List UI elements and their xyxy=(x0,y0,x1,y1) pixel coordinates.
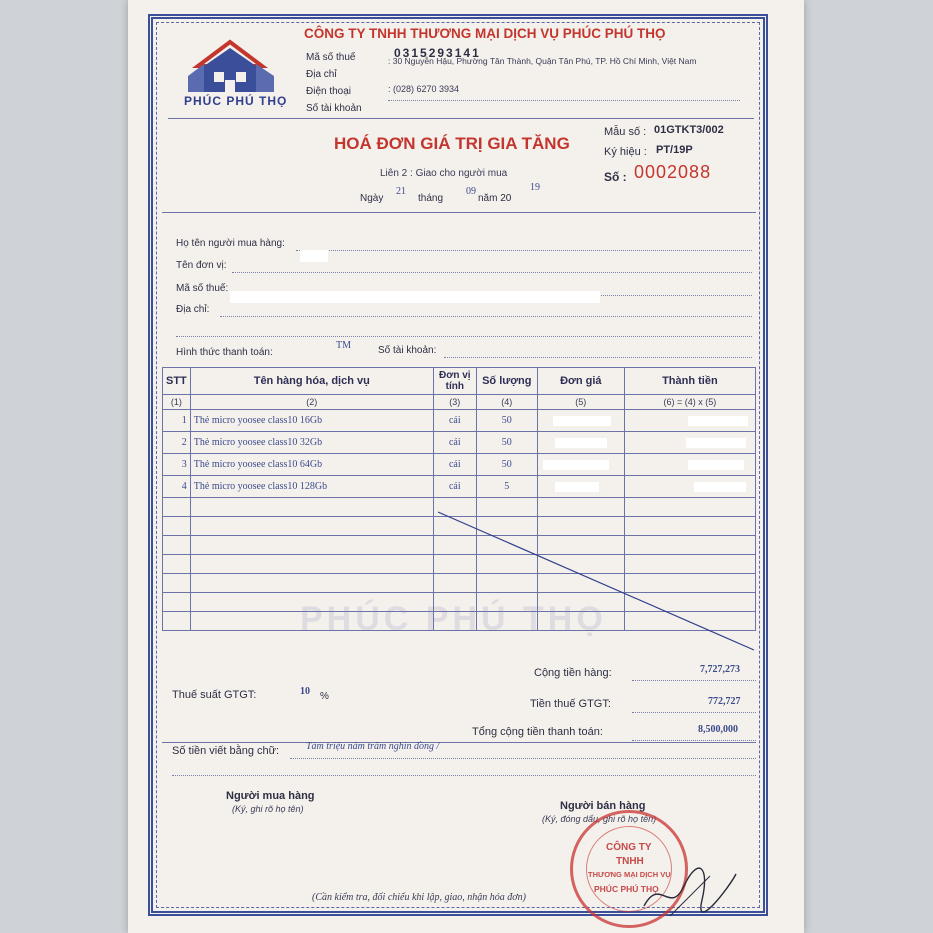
vat-rate-label: Thuế suất GTGT: xyxy=(172,689,257,701)
company-tax-label: Mã số thuế xyxy=(306,52,356,63)
date-prefix: Ngày xyxy=(360,193,384,204)
table-row xyxy=(163,454,756,476)
table-row xyxy=(163,432,756,454)
invoice-title: HOÁ ĐƠN GIÁ TRỊ GIA TĂNG xyxy=(334,134,570,153)
table-row xyxy=(163,410,756,432)
symbol-label: Ký hiệu : xyxy=(604,146,647,158)
redacted-price xyxy=(555,438,607,448)
vat-rate-unit: % xyxy=(320,691,329,702)
row-qty: 5 xyxy=(476,476,537,498)
form-value: 01GTKT3/002 xyxy=(654,124,724,136)
company-logo xyxy=(178,36,288,112)
logo-watermark: PHÚC PHÚ THỌ xyxy=(300,600,607,638)
redacted-price xyxy=(543,460,609,470)
row-price xyxy=(537,432,624,454)
company-tax-code: 0315293141 xyxy=(394,46,481,60)
payment-label: Hình thức thanh toán: xyxy=(176,347,273,358)
buyer-unit-label: Tên đơn vị: xyxy=(176,260,227,271)
total-value: 8,500,000 xyxy=(698,724,738,735)
row-unit: cái xyxy=(433,410,476,432)
date-year-label: năm 20 xyxy=(478,193,512,204)
table-header-row xyxy=(163,368,756,395)
company-phone-label: Điện thoại xyxy=(306,86,352,97)
row-amount xyxy=(624,432,755,454)
redacted-amount xyxy=(688,460,744,470)
date-month-label: tháng xyxy=(418,193,444,204)
house-logo-icon xyxy=(178,36,288,96)
row-amount xyxy=(624,454,755,476)
subtotal-label: Cộng tiền hàng: xyxy=(534,667,612,679)
buyer-signature-title: Người mua hàng xyxy=(226,790,315,802)
footer-note: (Cần kiểm tra, đối chiếu khi lập, giao, nhận hóa đơn) xyxy=(312,892,526,903)
row-name: Thẻ micro yoosee class10 128Gb xyxy=(190,476,433,498)
logo-text: PHÚC PHÚ THỌ xyxy=(184,94,288,108)
amount-words-value: Tám triệu năm trăm nghìn đồng / xyxy=(306,741,440,752)
col-header-stt: STT xyxy=(163,368,191,395)
redacted-price xyxy=(553,416,611,426)
total-label: Tổng cộng tiền thanh toán: xyxy=(472,726,603,738)
row-qty: 50 xyxy=(476,454,537,476)
row-amount xyxy=(624,476,755,498)
buyer-address-label: Địa chỉ: xyxy=(176,304,210,315)
form-label: Mẫu số : xyxy=(604,126,647,138)
row-stt: 1 xyxy=(163,410,191,432)
seller-signature-scribble xyxy=(640,856,740,922)
company-phone: : (028) 6270 3934 xyxy=(388,84,460,94)
stamp-line-2: TNHH xyxy=(616,856,644,867)
amount-words-label: Số tiền viết bằng chữ: xyxy=(172,745,280,757)
row-stt: 2 xyxy=(163,432,191,454)
row-name: Thẻ micro yoosee class10 64Gb xyxy=(190,454,433,476)
row-price xyxy=(537,476,624,498)
col-header-qty: Số lượng xyxy=(476,368,537,395)
row-price xyxy=(537,454,624,476)
row-qty: 50 xyxy=(476,432,537,454)
row-name: Thẻ micro yoosee class10 16Gb xyxy=(190,410,433,432)
stamp-line-4: PHÚC PHÚ THỌ xyxy=(594,884,659,894)
buyer-tax-label: Mã số thuế: xyxy=(176,283,229,294)
date-day: 21 xyxy=(396,186,406,197)
date-month: 09 xyxy=(466,186,476,197)
buyer-signature-note: (Ký, ghi rõ họ tên) xyxy=(232,804,304,814)
row-name: Thẻ micro yoosee class10 32Gb xyxy=(190,432,433,454)
vat-label: Tiền thuế GTGT: xyxy=(530,698,611,710)
index-cell: (5) xyxy=(537,395,624,410)
row-stt: 4 xyxy=(163,476,191,498)
redacted-buyer-tax xyxy=(230,291,600,303)
redacted-amount xyxy=(694,482,746,492)
table-row xyxy=(163,476,756,498)
row-amount xyxy=(624,410,755,432)
index-cell: (3) xyxy=(433,395,476,410)
col-header-name: Tên hàng hóa, dịch vụ xyxy=(190,368,433,395)
payment-value: TM xyxy=(336,340,351,351)
number-label: Số : xyxy=(604,170,627,184)
index-cell: (1) xyxy=(163,395,191,410)
date-year: 19 xyxy=(530,182,540,193)
subtotal-value: 7,727,273 xyxy=(700,664,740,675)
row-price xyxy=(537,410,624,432)
vat-rate-value: 10 xyxy=(300,686,310,697)
row-qty: 50 xyxy=(476,410,537,432)
stamp-line-3: THƯƠNG MẠI DỊCH VỤ xyxy=(588,870,671,879)
redacted-buyer-name xyxy=(300,250,328,262)
buyer-account-label: Số tài khoản: xyxy=(378,345,437,356)
redacted-price xyxy=(555,482,599,492)
invoice-number: 0002088 xyxy=(634,162,712,182)
company-address-label: Địa chỉ xyxy=(306,69,337,80)
stamp-line-1: CÔNG TY xyxy=(606,842,652,853)
table-index-row xyxy=(163,395,756,410)
index-cell: (6) = (4) x (5) xyxy=(624,395,755,410)
company-address: : 30 Nguyễn Hậu, Phường Tân Thành, Quận Tân Phú, TP. Hồ Chí Minh, Việt Nam xyxy=(388,56,697,66)
row-unit: cái xyxy=(433,432,476,454)
index-cell: (2) xyxy=(190,395,433,410)
redacted-amount xyxy=(688,416,748,426)
company-name: CÔNG TY TNHH THƯƠNG MẠI DỊCH VỤ PHÚC PHÚ THỌ xyxy=(304,26,666,41)
invoice-copy-note: Liên 2 : Giao cho người mua xyxy=(380,168,508,179)
symbol-value: PT/19P xyxy=(656,144,693,156)
seller-signature-note: (Ký, đóng dấu, ghi rõ họ tên) xyxy=(542,814,657,824)
col-header-unit: Đơn vị tính xyxy=(433,368,476,395)
company-account-label: Số tài khoản xyxy=(306,103,362,114)
row-stt: 3 xyxy=(163,454,191,476)
vat-value: 772,727 xyxy=(708,696,741,707)
row-unit: cái xyxy=(433,454,476,476)
row-unit: cái xyxy=(433,476,476,498)
col-header-amount: Thành tiền xyxy=(624,368,755,395)
col-header-price: Đơn giá xyxy=(537,368,624,395)
seller-signature-title: Người bán hàng xyxy=(560,800,646,812)
buyer-name-label: Họ tên người mua hàng: xyxy=(176,238,285,249)
index-cell: (4) xyxy=(476,395,537,410)
redacted-amount xyxy=(686,438,746,448)
